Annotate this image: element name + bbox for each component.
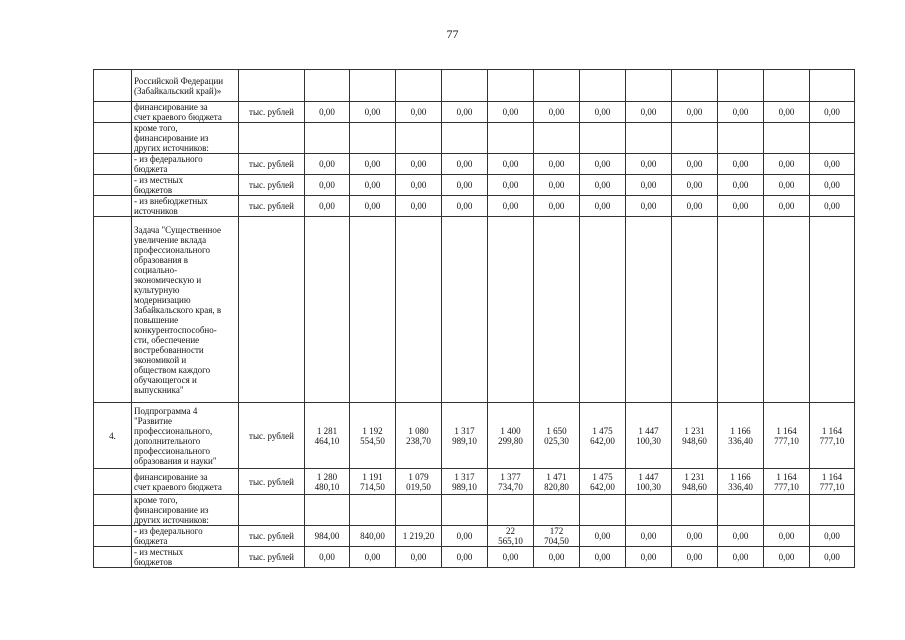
value-cell	[396, 123, 442, 154]
value-cell: 172 704,50	[534, 526, 580, 547]
value-cell: 0,00	[626, 547, 672, 568]
value-cell	[534, 217, 580, 403]
unit-cell: тыс. рублей	[239, 526, 305, 547]
value-cell: 0,00	[764, 547, 810, 568]
value-cell: 0,00	[350, 175, 396, 196]
table-row	[94, 526, 855, 547]
value-cell: 0,00	[718, 196, 764, 217]
value-cell: 0,00	[442, 526, 488, 547]
value-cell	[626, 217, 672, 403]
row-number-cell	[94, 469, 132, 495]
value-cell: 0,00	[764, 102, 810, 123]
value-cell: 0,00	[396, 196, 442, 217]
value-cell	[350, 70, 396, 102]
description-cell: - из местных бюджетов	[132, 175, 239, 196]
value-cell: 1 447 100,30	[626, 469, 672, 495]
value-cell	[764, 217, 810, 403]
value-cell	[764, 70, 810, 102]
description-cell: кроме того, финансирование из других источников:	[132, 495, 239, 526]
value-cell: 1 164 777,10	[764, 403, 810, 469]
value-cell: 0,00	[350, 547, 396, 568]
value-cell: 0,00	[626, 175, 672, 196]
value-cell: 0,00	[305, 102, 350, 123]
value-cell: 0,00	[442, 102, 488, 123]
table-row	[94, 123, 855, 154]
unit-cell: тыс. рублей	[239, 403, 305, 469]
value-cell: 1 650 025,30	[534, 403, 580, 469]
value-cell	[672, 495, 718, 526]
table-row	[94, 70, 855, 102]
value-cell	[764, 123, 810, 154]
value-cell: 0,00	[305, 175, 350, 196]
value-cell	[764, 495, 810, 526]
table-row	[94, 217, 855, 403]
value-cell: 0,00	[580, 526, 626, 547]
value-cell: 0,00	[626, 196, 672, 217]
unit-cell: тыс. рублей	[239, 547, 305, 568]
value-cell: 0,00	[626, 102, 672, 123]
value-cell	[718, 495, 764, 526]
value-cell	[396, 495, 442, 526]
value-cell: 0,00	[580, 547, 626, 568]
value-cell: 0,00	[350, 196, 396, 217]
value-cell: 0,00	[534, 196, 580, 217]
row-number-cell: 4.	[94, 403, 132, 469]
table-row	[94, 403, 855, 469]
value-cell: 0,00	[764, 526, 810, 547]
value-cell	[718, 123, 764, 154]
row-number-cell	[94, 175, 132, 196]
value-cell	[442, 70, 488, 102]
row-number-cell	[94, 547, 132, 568]
value-cell	[672, 123, 718, 154]
unit-cell: тыс. рублей	[239, 102, 305, 123]
description-cell: Подпрограмма 4 "Развитие профессионального, дополнительного профессионального образования и науки"	[132, 403, 239, 469]
value-cell	[718, 217, 764, 403]
table-row	[94, 547, 855, 568]
value-cell	[534, 123, 580, 154]
value-cell: 0,00	[350, 102, 396, 123]
value-cell: 0,00	[672, 526, 718, 547]
value-cell: 1 080 238,70	[396, 403, 442, 469]
value-cell: 0,00	[626, 154, 672, 175]
value-cell: 0,00	[672, 102, 718, 123]
value-cell: 1 317 989,10	[442, 469, 488, 495]
description-cell: - из местных бюджетов	[132, 547, 239, 568]
value-cell: 0,00	[442, 175, 488, 196]
value-cell: 0,00	[442, 547, 488, 568]
value-cell	[626, 123, 672, 154]
description-cell: Российской Федерации (Забайкальский край)»	[132, 70, 239, 102]
value-cell: 840,00	[350, 526, 396, 547]
value-cell	[305, 495, 350, 526]
value-cell: 0,00	[396, 175, 442, 196]
value-cell: 0,00	[764, 154, 810, 175]
page-number: 77	[446, 27, 459, 41]
value-cell: 1 400 299,80	[488, 403, 534, 469]
value-cell	[810, 495, 855, 526]
value-cell: 0,00	[718, 102, 764, 123]
value-cell: 0,00	[672, 196, 718, 217]
value-cell: 0,00	[718, 154, 764, 175]
value-cell: 1 191 714,50	[350, 469, 396, 495]
value-cell: 0,00	[810, 154, 855, 175]
value-cell: 0,00	[534, 154, 580, 175]
value-cell: 0,00	[672, 547, 718, 568]
value-cell: 0,00	[718, 526, 764, 547]
row-number-cell	[94, 217, 132, 403]
description-cell: - из федерального бюджета	[132, 154, 239, 175]
value-cell: 0,00	[488, 175, 534, 196]
value-cell	[488, 217, 534, 403]
value-cell: 22 565,10	[488, 526, 534, 547]
value-cell: 0,00	[534, 175, 580, 196]
value-cell	[810, 70, 855, 102]
value-cell	[534, 70, 580, 102]
value-cell: 0,00	[580, 102, 626, 123]
unit-cell	[239, 123, 305, 154]
value-cell: 0,00	[810, 547, 855, 568]
value-cell	[626, 70, 672, 102]
unit-cell: тыс. рублей	[239, 175, 305, 196]
value-cell: 0,00	[718, 547, 764, 568]
value-cell	[580, 70, 626, 102]
value-cell: 0,00	[305, 196, 350, 217]
value-cell: 0,00	[305, 547, 350, 568]
value-cell	[718, 70, 764, 102]
value-cell: 0,00	[580, 175, 626, 196]
value-cell: 1 447 100,30	[626, 403, 672, 469]
row-number-cell	[94, 154, 132, 175]
value-cell	[305, 123, 350, 154]
value-cell	[442, 123, 488, 154]
value-cell: 0,00	[350, 154, 396, 175]
value-cell: 1 475 642,00	[580, 469, 626, 495]
value-cell: 1 377 734,70	[488, 469, 534, 495]
value-cell	[442, 217, 488, 403]
row-number-cell	[94, 70, 132, 102]
value-cell: 1 164 777,10	[810, 469, 855, 495]
value-cell: 1 079 019,50	[396, 469, 442, 495]
value-cell	[442, 495, 488, 526]
budget-table	[93, 69, 855, 568]
value-cell: 0,00	[764, 175, 810, 196]
unit-cell	[239, 217, 305, 403]
value-cell: 0,00	[305, 154, 350, 175]
value-cell: 1 475 642,00	[580, 403, 626, 469]
value-cell	[350, 495, 396, 526]
value-cell: 0,00	[810, 196, 855, 217]
value-cell	[350, 123, 396, 154]
value-cell: 0,00	[810, 175, 855, 196]
table-row	[94, 102, 855, 123]
value-cell	[534, 495, 580, 526]
value-cell: 1 192 554,50	[350, 403, 396, 469]
value-cell: 0,00	[672, 175, 718, 196]
value-cell	[672, 217, 718, 403]
value-cell	[580, 123, 626, 154]
value-cell: 0,00	[810, 102, 855, 123]
value-cell	[396, 70, 442, 102]
row-number-cell	[94, 526, 132, 547]
description-cell: Задача "Существенное увеличение вклада профессионального образования в социально- экономическую и культурную модернизацию Забайкальского края, в повышение конкурентоспособно- сти, обеспечение востребованности экономикой и обществом каждого обучающегося и выпускника"	[132, 217, 239, 403]
value-cell: 1 317 989,10	[442, 403, 488, 469]
row-number-cell	[94, 123, 132, 154]
value-cell	[305, 217, 350, 403]
unit-cell: тыс. рублей	[239, 469, 305, 495]
value-cell	[350, 217, 396, 403]
value-cell: 0,00	[580, 154, 626, 175]
description-cell: финансирование за счет краевого бюджета	[132, 102, 239, 123]
value-cell: 0,00	[442, 154, 488, 175]
value-cell: 0,00	[534, 102, 580, 123]
table-row	[94, 154, 855, 175]
row-number-cell	[94, 495, 132, 526]
value-cell: 1 164 777,10	[810, 403, 855, 469]
value-cell: 0,00	[488, 547, 534, 568]
value-cell: 1 166 336,40	[718, 403, 764, 469]
value-cell	[626, 495, 672, 526]
description-cell: кроме того, финансирование из других источников:	[132, 123, 239, 154]
row-number-cell	[94, 196, 132, 217]
value-cell: 1 281 464,10	[305, 403, 350, 469]
unit-cell	[239, 70, 305, 102]
value-cell	[488, 70, 534, 102]
value-cell	[488, 123, 534, 154]
value-cell: 0,00	[488, 154, 534, 175]
value-cell: 0,00	[534, 547, 580, 568]
value-cell: 1 471 820,80	[534, 469, 580, 495]
value-cell	[396, 217, 442, 403]
value-cell: 0,00	[810, 526, 855, 547]
value-cell	[672, 70, 718, 102]
value-cell	[810, 123, 855, 154]
value-cell: 0,00	[396, 102, 442, 123]
unit-cell: тыс. рублей	[239, 196, 305, 217]
description-cell: - из внебюджетных источников	[132, 196, 239, 217]
description-cell: финансирование за счет краевого бюджета	[132, 469, 239, 495]
value-cell: 1 164 777,10	[764, 469, 810, 495]
value-cell: 0,00	[396, 154, 442, 175]
value-cell: 0,00	[580, 196, 626, 217]
table-row	[94, 495, 855, 526]
value-cell: 1 280 480,10	[305, 469, 350, 495]
value-cell	[488, 495, 534, 526]
value-cell: 1 231 948,60	[672, 403, 718, 469]
value-cell: 1 219,20	[396, 526, 442, 547]
table-row	[94, 175, 855, 196]
unit-cell	[239, 495, 305, 526]
row-number-cell	[94, 102, 132, 123]
table-body	[94, 70, 855, 568]
description-cell: - из федерального бюджета	[132, 526, 239, 547]
value-cell: 0,00	[488, 102, 534, 123]
value-cell	[305, 70, 350, 102]
value-cell	[810, 217, 855, 403]
value-cell: 0,00	[718, 175, 764, 196]
value-cell: 0,00	[626, 526, 672, 547]
value-cell: 0,00	[764, 196, 810, 217]
value-cell: 1 166 336,40	[718, 469, 764, 495]
value-cell	[580, 217, 626, 403]
value-cell: 0,00	[488, 196, 534, 217]
value-cell: 0,00	[442, 196, 488, 217]
value-cell: 1 231 948,60	[672, 469, 718, 495]
value-cell: 984,00	[305, 526, 350, 547]
value-cell	[580, 495, 626, 526]
value-cell: 0,00	[672, 154, 718, 175]
value-cell: 0,00	[396, 547, 442, 568]
table-row	[94, 196, 855, 217]
unit-cell: тыс. рублей	[239, 154, 305, 175]
table-row	[94, 469, 855, 495]
